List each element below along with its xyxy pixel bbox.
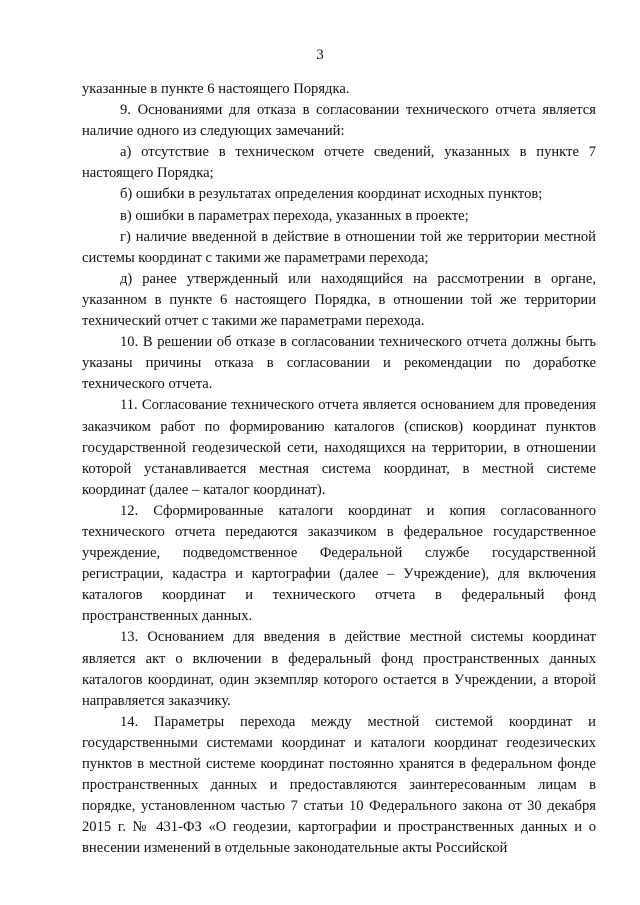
paragraph-item-14: 14. Параметры перехода между местной системой координат и государственными системами координат и каталоги координат геодезических пунктов в местной системе координат постоянно хранятся в федеральном фонде пространственных данных и предоставляются заинтересованным лицам в порядке, установленном частью 7 статьи 10 Федерального закона от 30 декабря 2015 г. № 431-ФЗ «О геодезии, картографии и пространственных данных и о внесении изменений в отдельные законодательные акты Российской xyxy=(82,713,596,857)
document-body xyxy=(82,79,596,859)
subitem-a: а) отсутствие в техническом отчете сведений, указанных в пункте 7 настоящего Порядка; xyxy=(82,144,596,182)
paragraph-item-11: 11. Согласование технического отчета является основанием для проведения заказчиком работ по формированию каталогов (списков) координат пунктов государственной геодезической сети, находящихся на территории, в отношении которой устанавливается местная система координат, в местной системе координат (далее – каталог координат). xyxy=(82,397,596,498)
subitem-b: б) ошибки в результатах определения координат исходных пунктов; xyxy=(120,186,543,203)
paragraph-item-9: 9. Основаниями для отказа в согласовании технического отчета является наличие одного из следующих замечаний: xyxy=(82,102,596,140)
subitem-v: в) ошибки в параметрах перехода, указанных в проекте; xyxy=(120,207,469,224)
subitem-g: г) наличие введенной в действие в отношении той же территории местной системы координат с такими же параметрами перехода; xyxy=(82,228,596,266)
paragraph-item-12: 12. Сформированные каталоги координат и копия согласованного технического отчета передаются заказчиком в федеральное государственное учреждение, подведомственное Федеральной службе государственной регистрации, кадастра и картографии (далее – Учреждение), для включения каталогов координат и технического отчета в федеральный фонд пространственных данных. xyxy=(82,502,596,625)
paragraph-item-10: 10. В решении об отказе в согласовании технического отчета должны быть указаны причины отказа в согласовании и рекомендации по доработке технического отчета. xyxy=(82,334,596,393)
paragraph-item-13: 13. Основанием для введения в действие местной системы координат является акт о включении в федеральный фонд пространственных данных каталогов координат, один экземпляр которого остается в Учреждении, а второй направляется заказчику. xyxy=(82,629,596,709)
subitem-d: д) ранее утвержденный или находящийся на рассмотрении в органе, указанном в пункте 6 настоящего Порядка, в отношении той же территории технический отчет с такими же параметрами перехода. xyxy=(82,270,596,330)
page-number: 3 xyxy=(316,47,324,63)
paragraph-continuation: указанные в пункте 6 настоящего Порядка. xyxy=(82,81,350,97)
